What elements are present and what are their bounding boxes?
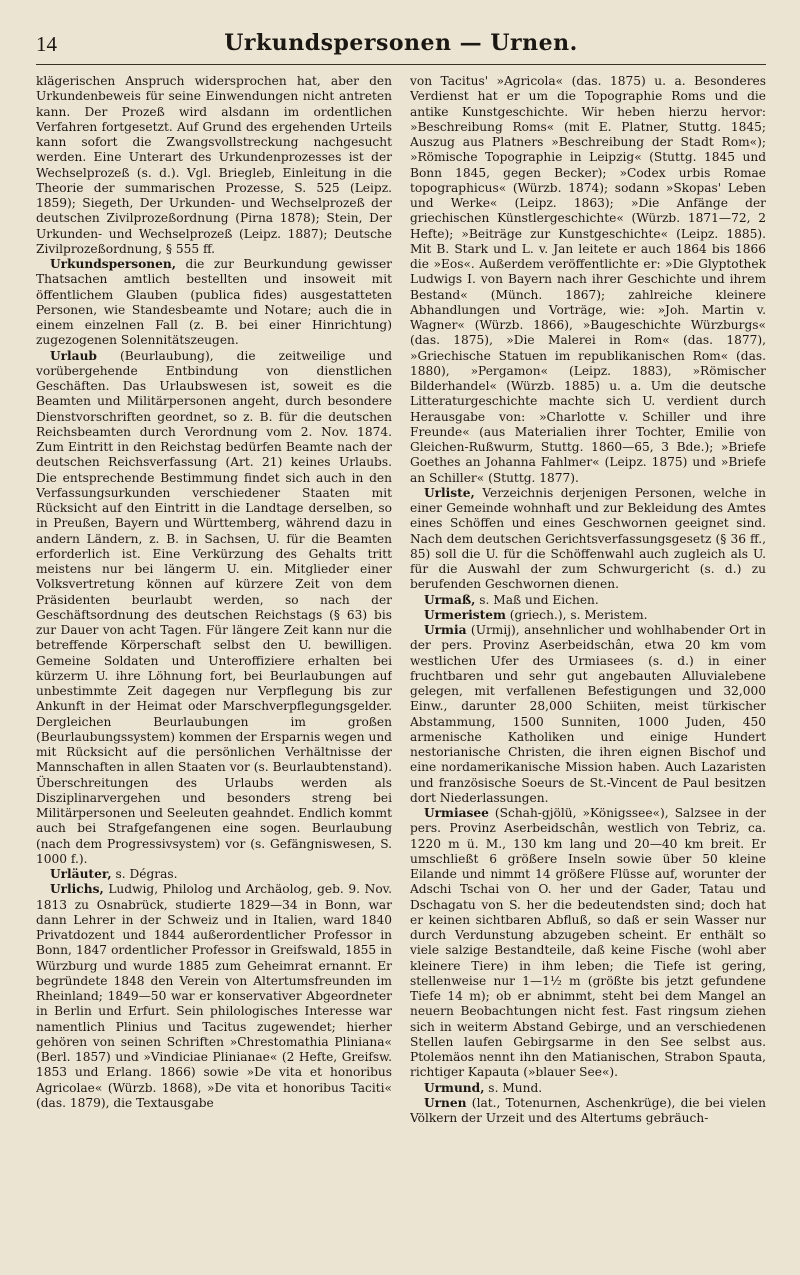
entry-text: s. Dégras. [111, 867, 178, 881]
entry-headword: Urkundspersonen, [50, 257, 177, 271]
entry-headword: Urmeristem [424, 607, 506, 622]
entry-text: Verzeichnis derjenigen Personen, welche in einer Gemeinde wohnhaft und zur Bekleidung des Amtes eines Schöffen und eines Geschwornen geeignet sind. Nach dem deutschen Gerichtsverfassungsgesetz (§ 36 ff., 85) soll die U. für die Schöffenwahl auch zugleich als U. für die Auswahl der zum Schwurgericht (s. d.) zu berufenden Geschwornen dienen. [410, 485, 766, 592]
dictionary-entry [410, 486, 766, 593]
dictionary-entry [36, 882, 392, 1111]
entry-text: (Beurlaubung), die zeitweilige und vorübergehende Entbindung von dienstlichen Geschäften. Das Urlaubswesen ist, soweit es die Beamten und Militärpersonen angeht, durch besondere Dienstvorschriften geordnet, so z. B. für die deutschen Reichsbeamten durch Verordnung vom 2. Nov. 1874. Zum Eintritt in den Reichstag bedürfen Beamte nach der deutschen Reichsverfassung (Art. 21) keines Urlaubs. Die entsprechende Bestimmung findet sich auch in den Verfassungsurkunden verschiedener Staaten mit Rücksicht auf den Eintritt in die Landtage derselben, so in Preußen, Bayern und Württemberg, während dazu in andern Ländern, z. B. in Sachsen, U. für die Beamten erforderlich ist. Eine Verkürzung des Gehalts tritt meistens nur bei längerm U. ein. Mitglieder einer Volksvertretung können auf kürzere Zeit von dem Präsidenten beurlaubt werden, so nach der Geschäftsordnung des deutschen Reichstags (§ 63) bis zur Dauer von acht Tagen. Für längere Zeit kann nur die betreffende Körperschaft selbst den U. bewilligen. Gemeine Soldaten und Unteroffiziere erhalten bei kürzerm U. ihre Löhnung fort, bei Beurlaubungen auf unbestimmte Zeit dagegen nur Verpflegung bis zur Ankunft in der Heimat oder Marschverpflegungsgelder. Dergleichen Beurlaubungen im großen (Beurlaubungssystem) kommen der Ersparnis wegen und mit Rücksicht auf die persönlichen Verhältnisse der Mannschaften in allen Staaten vor (s. Beurlaubtenstand). Überschreitungen des Urlaubs werden als Disziplinarvergehen und besonders streng bei Militärpersonen und Seeleuten geahndet. Endlich kommt auch bei Strafgefangenen eine sogen. Beurlaubung (nach dem Progressivsystem) vor (s. Gefängniswesen, S. 1000 f.). [36, 348, 392, 866]
dictionary-entry [36, 257, 392, 349]
entry-headword: Urmund, [424, 1080, 485, 1095]
entry-headword: Urlichs, [50, 882, 104, 897]
entry-text: die zur Beurkundung gewisser Thatsachen amtlich bestellten und insoweit mit öffentlichem Glauben (publica fides) ausgestatteten Personen, wie Standesbeamte und Notare; auch die in einem einzelnen Fall (z. B. bei einer Hinrichtung) zugezogenen Solennitätszeugen. [36, 257, 392, 348]
entry-headword: Urmaß, [424, 592, 476, 607]
page-title: Urkundspersonen — Urnen. [224, 30, 578, 56]
entry-text: von Tacitus' »Agricola« (das. 1875) u. a. Besonderes Verdienst hat er um die Topographie Roms und die antike Kunstgeschichte. Wir heben hierzu hervor: »Beschreibung Roms« (mit E. Platner, Stuttg. 1845; Auszug aus Platners »Beschreibung der Stadt Rom«); »Römische Topographie in Leipzig« (Stuttg. 1845 und Bonn 1845, gegen Becker); »Codex urbis Romae topographicus« (Würzb. 1874); sodann »Skopas' Leben und Werke« (Leipz. 1863); »Die Anfänge der griechischen Künstlergeschichte« (Würzb. 1871—72, 2 Hefte); »Beiträge zur Kunstgeschichte« (Leipz. 1885). Mit B. Stark und L. v. Jan leitete er auch 1864 bis 1866 die »Eos«. Außerdem veröffentlichte er: »Die Glyptothek Ludwigs I. von Bayern nach ihrer Geschichte und ihrem Bestand« (Münch. 1867); zahlreiche kleinere Abhandlungen und Vorträge, wie: »Joh. Martin v. Wagner« (Würzb. 1866), »Baugeschichte Würzburgs« (das. 1875), »Die Malerei in Rom« (das. 1877), »Griechische Statuen im republikanischen Rom« (das. 1880), »Pergamon« (Leipz. 1883), »Römischer Bilderhandel« (Würzb. 1885) u. a. Um die deutsche Litteraturgeschichte machte sich U. verdient durch Herausgabe von: »Charlotte v. Schiller und ihre Freunde« (aus Materialien ihrer Tochter, Emilie von Gleichen-Rußwurm, Stuttg. 1860—65, 3 Bde.); »Briefe Goethes an Johanna Fahlmer« (Leipz. 1875) und »Briefe an Schiller« (Stuttg. 1877). [410, 74, 766, 485]
entry-headword: Urnen [424, 1095, 467, 1110]
page-number: 14 [36, 32, 57, 56]
dictionary-entry [410, 74, 766, 486]
dictionary-entry [410, 1081, 766, 1096]
dictionary-entry [410, 1096, 766, 1127]
right-column [410, 74, 766, 1269]
header-rule [36, 64, 766, 65]
entry-headword: Urläuter, [50, 867, 112, 881]
dictionary-entry [36, 349, 392, 868]
dictionary-entry [410, 608, 766, 623]
entry-text: (Schah-gjölü, »Königssee«), Salzsee in der pers. Provinz Aserbeidschân, westlich von Tebriz, ca. 1220 m ü. M., 130 km lang und 20—40 km breit. Er umschließt 6 größere Inseln sowie über 50 kleine Eilande und nimmt 14 größere Flüsse auf, worunter der Adschi Tschai von O. her und der Gader, Tatau und Dschagatu von S. her die bedeutendsten sind; doch hat er keinen sichtbaren Abfluß, so daß er sein Wasser nur durch Verdunstung abzugeben scheint. Er enthält so viele salzige Bestandteile, daß keine Fische (wohl aber kleinere Tiere) in ihm leben; die Tiefe ist gering, stellenweise nur 1—1½ m (größte bis jetzt gefundene Tiefe 14 m); ob er abnimmt, steht bei dem Mangel an neuern Beobachtungen nicht fest. Fast ringsum ziehen sich in weiterm Abstand Gebirge, und an verschiedenen Stellen laufen Gebirgsarme in den See selbst aus. Ptolemäos nennt ihn den Matianischen, Strabon Spauta, richtiger Kapauta (»blauer See«). [410, 806, 766, 1080]
entry-text: Ludwig, Philolog und Archäolog, geb. 9. Nov. 1813 zu Osnabrück, studierte 1829—34 in Bonn, war dann Lehrer in der Schweiz und in Italien, ward 1840 Privatdozent und 1844 außerordentlicher Professor in Bonn, 1847 ordentlicher Professor in Greifswald, 1855 in Würzburg und wurde 1885 zum Geheimrat ernannt. Er begründete 1848 den Verein von Altertumsfreunden im Rheinland; 1849—50 war er konservativer Abgeordneter in Berlin und Erfurt. Sein philologisches Interesse war namentlich Plinius und Tacitus zugewendet; hierher gehören von seinen Schriften »Chrestomathia Pliniana« (Berl. 1857) und »Vindiciae Plinianae« (2 Hefte, Greifsw. 1853 und Erlang. 1866) sowie »De vita et honoribus Agricolae« (Würzb. 1868), »De vita et honoribus Taciti« (das. 1879), die Textausgabe [36, 882, 392, 1110]
entry-text: s. Mund. [484, 1080, 543, 1095]
entry-headword: Urlaub [50, 348, 97, 363]
dictionary-entry [410, 593, 766, 608]
entry-text: (Urmij), ansehnlicher und wohlhabender Ort in der pers. Provinz Aserbeidschân, etwa 20 km vom westlichen Ufer des Urmiasees (s. d.) in einer fruchtbaren und sehr gut angebauten Alluvialebene gelegen, mit verfallenen Befestigungen und 32,000 Einw., darunter 28,000 Schiiten, meist türkischer Abstammung, 1500 Sunniten, 1000 Juden, 450 armenische Katholiken und einige Hundert nestorianische Christen, die ihren eignen Bischof und eine nordamerikanische Mission haben. Auch Lazaristen und französische Soeurs de St.-Vincent de Paul besitzen dort Niederlassungen. [410, 623, 766, 805]
entry-text: s. Maß und Eichen. [475, 592, 599, 607]
dictionary-entry [410, 806, 766, 1081]
entry-text: (griech.), s. Meristem. [505, 607, 648, 622]
dictionary-entry [410, 623, 766, 806]
dictionary-entry [36, 867, 392, 882]
left-column [36, 74, 392, 1269]
entry-text: (lat., Totenurnen, Aschenkrüge), die bei vielen Völkern der Urzeit und des Altertums gebräuch- [410, 1095, 766, 1125]
columns [36, 74, 766, 1269]
entry-text: klägerischen Anspruch widersprochen hat, aber den Urkundenbeweis für seine Einwendungen nicht antreten kann. Der Prozeß wird alsdann im ordentlichen Verfahren fortgesetzt. Auf Grund des ergehenden Urteils kann sofort die Zwangsvollstreckung nachgesucht werden. Eine Unterart des Urkundenprozesses ist der Wechselprozeß (s. d.). Vgl. Briegleb, Einleitung in die Theorie der summarischen Prozesse, S. 525 (Leipz. 1859); Siegeth, Der Urkunden- und Wechselprozeß der deutschen Zivilprozeßordnung (Pirna 1878); Stein, Der Urkunden- und Wechselprozeß (Leipz. 1887); Deutsche Zivilprozeßordnung, § 555 ff. [36, 74, 392, 256]
entry-headword: Urmia [424, 623, 467, 637]
entry-headword: Urliste, [424, 485, 475, 500]
dictionary-entry [36, 74, 392, 257]
page-header [36, 30, 766, 70]
entry-headword: Urmiasee [424, 806, 489, 820]
